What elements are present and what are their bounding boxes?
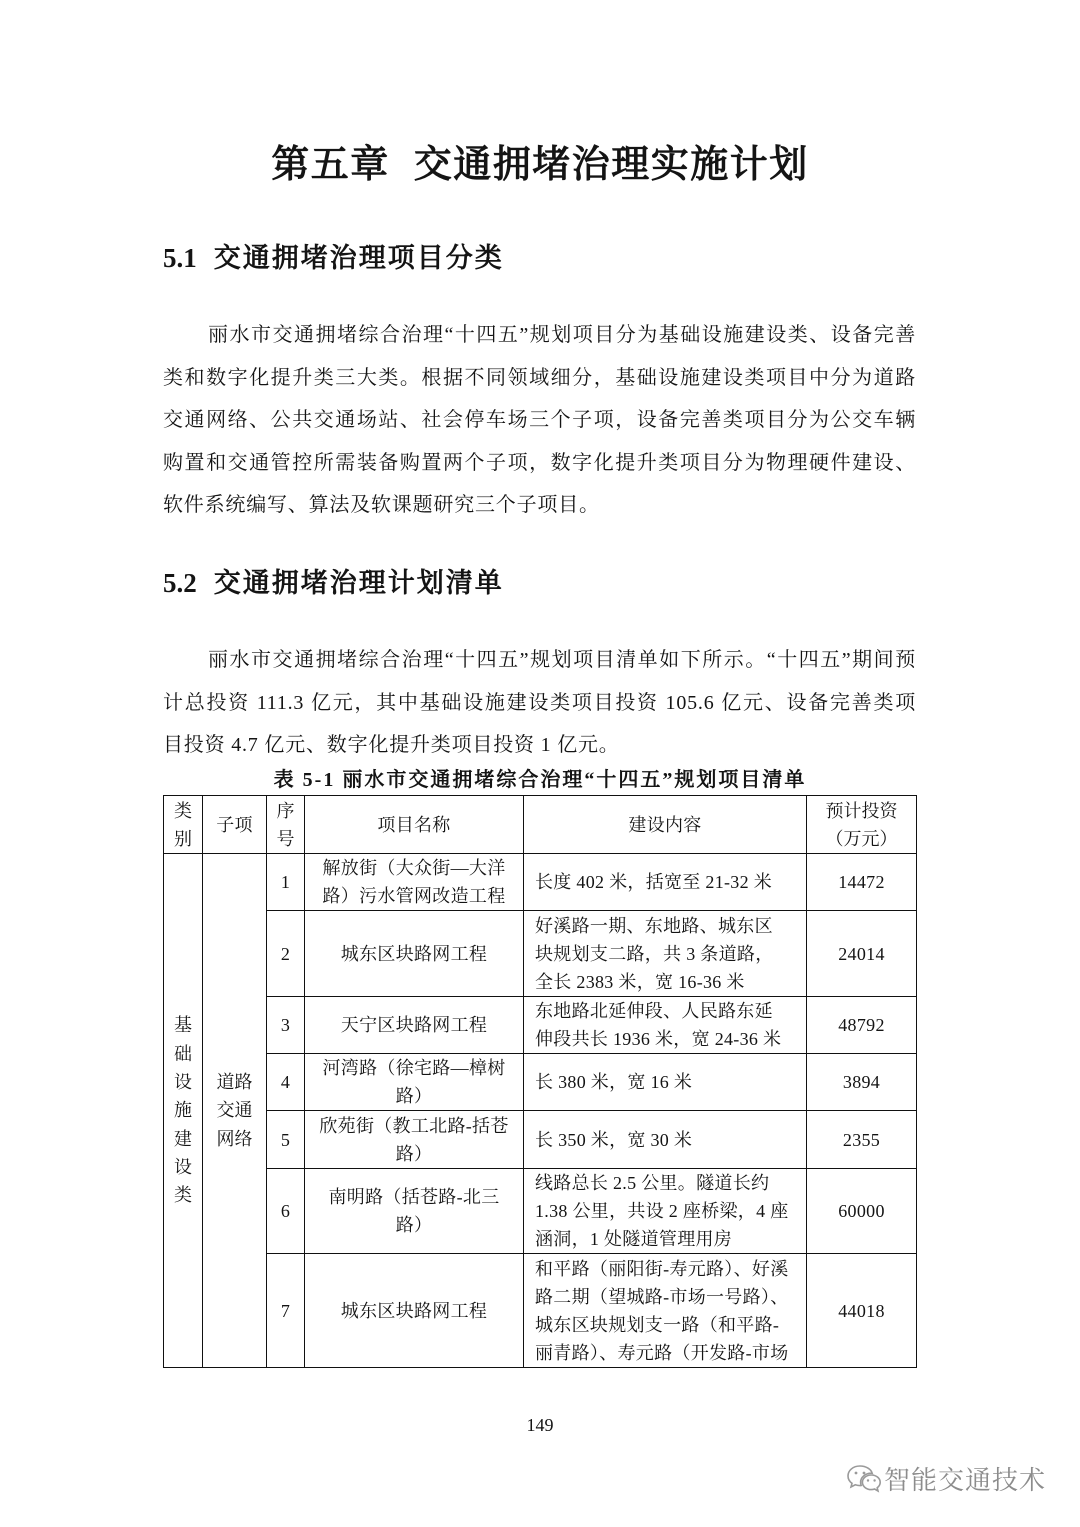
project-name-line: 天宁区块路网工程 <box>340 1015 488 1035</box>
subitem-cell <box>203 854 267 1368</box>
category-text: 基础设施建设类 <box>173 1015 192 1206</box>
index-cell <box>267 1254 305 1368</box>
watermark-text: 智能交通技术 <box>884 1465 1047 1495</box>
project-name-line: 南明路（括苍路-北三 <box>328 1187 500 1207</box>
construction-content-line: 城东区块规划支一路（和平路- <box>535 1314 780 1335</box>
table-row <box>164 997 917 1054</box>
header-project-name <box>305 796 524 854</box>
index-cell <box>267 1111 305 1169</box>
construction-content-cell <box>524 854 807 911</box>
construction-content-cell <box>524 997 807 1054</box>
project-name-cell <box>305 1254 524 1368</box>
paragraph-line: 计总投资 111.3 亿元，其中基础设施建设类项目投资 105.6 亿元、设备完善类项 <box>163 691 916 714</box>
table-row <box>164 1111 917 1169</box>
index-value: 1 <box>280 872 291 892</box>
project-name-line: 城东区块路网工程 <box>340 943 488 964</box>
project-name-line: 路） <box>395 1086 433 1106</box>
paragraph-line: 软件系统编写、算法及软课题研究三个子项目。 <box>163 494 600 516</box>
project-name-line: 城东区块路网工程 <box>340 1300 488 1321</box>
project-name-cell <box>305 997 524 1054</box>
header-subitem-label: 子项 <box>216 814 253 835</box>
construction-content-line: 东地路北延伸段、人民路东延 <box>535 1001 773 1021</box>
investment-cell <box>807 1111 917 1169</box>
table-row <box>164 854 917 911</box>
header-subitem <box>203 796 267 854</box>
index-cell <box>267 1169 305 1254</box>
header-category-label: 类别 <box>173 800 192 849</box>
chapter-title: 第五章 交通拥堵治理实施计划 <box>271 144 809 186</box>
category-cell <box>164 854 203 1368</box>
index-value: 6 <box>280 1201 291 1221</box>
table-row <box>164 1169 917 1254</box>
investment-value: 14472 <box>838 872 885 892</box>
project-name-cell <box>305 1054 524 1111</box>
investment-value: 2355 <box>842 1129 881 1150</box>
wechat-icon <box>846 1464 882 1496</box>
construction-content-cell <box>524 1054 807 1111</box>
paragraph-line: 类和数字化提升类三大类。根据不同领域细分，基础设施建设类项目中分为道路 <box>163 366 916 389</box>
index-value: 3 <box>280 1015 291 1035</box>
construction-content-line: 长度 402 米，括宽至 21-32 米 <box>535 872 772 892</box>
investment-value: 48792 <box>838 1015 885 1035</box>
section-number: 5.1 <box>163 243 197 273</box>
construction-content-line: 线路总长 2.5 公里。隧道长约 <box>535 1173 770 1193</box>
construction-content-line: 长 350 米，宽 30 米 <box>535 1129 693 1150</box>
project-name-cell <box>305 1111 524 1169</box>
paragraph-plan-list <box>163 639 916 767</box>
project-name-line: 路） <box>395 1215 433 1235</box>
index-cell <box>267 1054 305 1111</box>
construction-content-line: 伸段共长 1936 米，宽 24-36 米 <box>535 1029 782 1049</box>
investment-cell <box>807 1254 917 1368</box>
paragraph-line: 丽水市交通拥堵综合治理“十四五”规划项目清单如下所示。“十四五”期间预 <box>208 649 916 671</box>
section-number: 5.2 <box>163 568 197 598</box>
construction-content-line: 丽青路）、寿元路（开发路-市场 <box>535 1342 789 1363</box>
project-name-line: 欣苑街（教工北路-括苍 <box>319 1115 509 1136</box>
project-name-line: 路） <box>395 1143 433 1164</box>
construction-content-line: 和平路（丽阳街-寿元路）、好溪 <box>535 1258 789 1279</box>
investment-cell <box>807 1169 917 1254</box>
paragraph-line: 丽水市交通拥堵综合治理“十四五”规划项目分为基础设施建设类、设备完善 <box>208 324 916 346</box>
construction-content-line: 块规划支二路，共 3 条道路， <box>535 943 774 964</box>
investment-cell <box>807 1054 917 1111</box>
index-value: 5 <box>280 1129 291 1150</box>
table-header-row <box>164 796 917 854</box>
investment-value: 44018 <box>838 1300 885 1321</box>
index-value: 2 <box>280 943 291 964</box>
project-list-table <box>163 795 917 1368</box>
index-cell <box>267 997 305 1054</box>
table-row <box>164 1254 917 1368</box>
project-name-line: 解放街（大众街—大洋 <box>322 858 506 878</box>
header-project-name-label: 项目名称 <box>377 814 451 835</box>
header-category <box>164 796 203 854</box>
project-name-line: 河湾路（徐宅路—樟树 <box>322 1058 506 1078</box>
project-name-cell <box>305 911 524 997</box>
investment-cell <box>807 854 917 911</box>
header-investment <box>807 796 917 854</box>
construction-content-line: 长 380 米，宽 16 米 <box>535 1072 693 1092</box>
project-name-cell <box>305 854 524 911</box>
construction-content-cell <box>524 1254 807 1368</box>
header-construction-content <box>524 796 807 854</box>
construction-content-line: 涵洞，1 处隧道管理用房 <box>535 1229 733 1249</box>
section-heading-5-2 <box>163 565 504 601</box>
construction-content-cell <box>524 1169 807 1254</box>
investment-value: 24014 <box>838 943 885 964</box>
header-construction-content-label: 建设内容 <box>628 814 702 835</box>
construction-content-line: 好溪路一期、东地路、城东区 <box>535 915 773 936</box>
construction-content-line: 路二期（望城路-市场一号路）、 <box>535 1286 789 1307</box>
construction-content-cell <box>524 1111 807 1169</box>
index-cell <box>267 854 305 911</box>
section-title: 交通拥堵治理项目分类 <box>213 243 504 273</box>
investment-cell <box>807 997 917 1054</box>
subitem-text: 道路交通网络 <box>216 1072 253 1149</box>
section-heading-5-1 <box>163 240 504 276</box>
investment-value: 60000 <box>838 1201 885 1221</box>
watermark <box>846 1462 1056 1498</box>
construction-content-line: 1.38 公里，共设 2 座桥梁，4 座 <box>535 1201 789 1221</box>
header-index-label: 序号 <box>276 800 295 849</box>
paragraph-line: 交通网络、公共交通场站、社会停车场三个子项，设备完善类项目分为公交车辆 <box>163 409 916 431</box>
construction-content-cell <box>524 911 807 997</box>
table-caption: 表 5-1 丽水市交通拥堵综合治理“十四五”规划项目清单 <box>273 769 807 791</box>
investment-cell <box>807 911 917 997</box>
header-investment-label: 预计投资（万元） <box>825 800 898 849</box>
paragraph-project-classification <box>163 314 916 527</box>
project-name-cell <box>305 1169 524 1254</box>
section-title: 交通拥堵治理计划清单 <box>213 568 504 598</box>
page-number: 149 <box>526 1415 554 1435</box>
table-row <box>164 911 917 997</box>
index-cell <box>267 911 305 997</box>
investment-value: 3894 <box>842 1072 881 1092</box>
table-row <box>164 1054 917 1111</box>
construction-content-line: 全长 2383 米，宽 16-36 米 <box>535 971 745 992</box>
project-name-line: 路）污水管网改造工程 <box>322 886 506 906</box>
paragraph-line: 目投资 4.7 亿元、数字化提升类项目投资 1 亿元。 <box>163 734 620 756</box>
paragraph-line: 购置和交通管控所需装备购置两个子项，数字化提升类项目分为物理硬件建设、 <box>163 451 916 474</box>
index-value: 7 <box>280 1300 291 1321</box>
index-value: 4 <box>280 1072 291 1092</box>
header-index <box>267 796 305 854</box>
